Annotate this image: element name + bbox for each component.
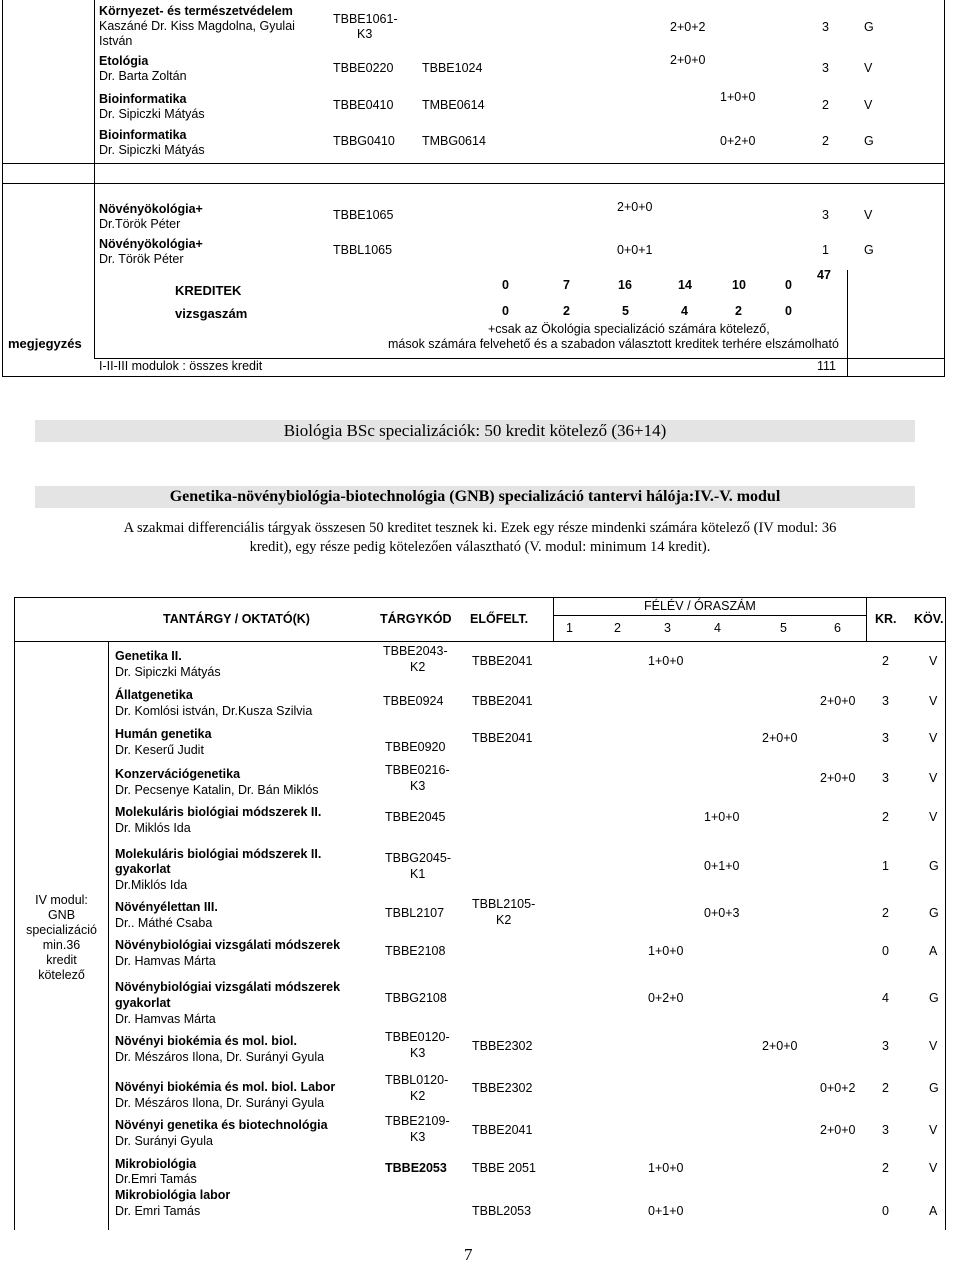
course-exam: V — [864, 61, 873, 75]
course-name: Növényökológia+ — [99, 202, 203, 216]
course-code: TBBE2045 — [385, 810, 446, 824]
course-name: Etológia — [99, 54, 149, 68]
course-prereq: TBBE1024 — [422, 61, 483, 75]
course-name: Humán genetika — [115, 727, 212, 741]
course-hours: 1+0+0 — [704, 810, 740, 824]
course-prereq: TBBE2041 — [472, 694, 533, 708]
kreditek-value: 16 — [618, 278, 632, 292]
course-teacher: István — [99, 34, 133, 48]
course-exam: V — [929, 654, 938, 668]
header-sem-3: 3 — [664, 621, 671, 635]
course-hours: 2+0+0 — [670, 53, 706, 67]
course-exam: G — [929, 859, 939, 873]
vizsgaszam-value: 2 — [735, 304, 742, 318]
course-teacher: Dr. Pecsenye Katalin, Dr. Bán Miklós — [115, 783, 319, 797]
course-exam: A — [929, 944, 938, 958]
header-sem-2: 2 — [614, 621, 621, 635]
header-kov: KÖV. — [914, 612, 944, 626]
course-code: TBBE2053 — [385, 1161, 447, 1175]
course-name: Növényi biokémia és mol. biol. — [115, 1034, 297, 1048]
course-exam: V — [929, 1161, 938, 1175]
course-hours: 0+0+2 — [820, 1081, 856, 1095]
course-hours: 1+0+0 — [648, 1161, 684, 1175]
module-label — [15, 893, 108, 983]
course-teacher: Dr.Török Péter — [99, 217, 181, 231]
course-credit: 3 — [882, 771, 889, 785]
course-credit: 3 — [882, 1039, 889, 1053]
course-code: TBBL2107 — [385, 906, 445, 920]
course-name: gyakorlat — [115, 862, 171, 876]
course-code: K3 — [410, 1046, 426, 1060]
course-teacher: Dr. Surányi Gyula — [115, 1134, 213, 1148]
course-exam: G — [929, 1081, 939, 1095]
module-label-line: IV modul: — [35, 893, 88, 907]
course-code: K1 — [410, 867, 426, 881]
course-hours: 2+0+0 — [820, 1123, 856, 1137]
course-code: TBBE1061- — [333, 12, 398, 26]
course-code: K3 — [357, 27, 373, 41]
section-title: Genetika-növénybiológia-biotechnológia (GNB) specializáció tantervi hálója:IV.-V. modul — [169, 488, 781, 505]
course-prereq: TBBE2302 — [472, 1081, 533, 1095]
course-hours: 2+0+0 — [762, 731, 798, 745]
module-label-line: kredit — [46, 953, 77, 967]
course-credit: 2 — [822, 134, 829, 148]
course-teacher: Dr.Emri Tamás — [115, 1172, 197, 1186]
kreditek-value: 7 — [563, 278, 570, 292]
course-name: Molekuláris biológiai módszerek II. — [115, 805, 322, 819]
course-hours: 2+0+0 — [762, 1039, 798, 1053]
header-sem-1: 1 — [566, 621, 573, 635]
course-teacher: Dr.Miklós Ida — [115, 878, 188, 892]
course-code: TBBG2108 — [385, 991, 447, 1005]
module-label-line: min.36 — [42, 938, 81, 952]
course-credit: 3 — [822, 61, 829, 75]
header-code: TÁRGYKÓD — [380, 612, 452, 626]
module-label-line: specializáció — [26, 923, 97, 937]
course-hours: 2+0+0 — [617, 200, 653, 214]
course-prereq: TMBG0614 — [422, 134, 486, 148]
course-code: TBBE2109- — [385, 1114, 450, 1128]
course-exam: V — [929, 771, 938, 785]
course-teacher: Dr.. Máthé Csaba — [115, 916, 213, 930]
course-code: TBBE0410 — [333, 98, 394, 112]
course-code: TBBG2045- — [385, 851, 452, 865]
course-teacher: Dr. Keserű Judit — [115, 743, 204, 757]
course-name: Bioinformatika — [99, 128, 187, 142]
course-name: Növényökológia+ — [99, 237, 203, 251]
course-name: Mikrobiológia labor — [115, 1188, 231, 1202]
course-teacher: Dr. Sipiczki Mátyás — [99, 143, 205, 157]
course-code: K2 — [410, 660, 426, 674]
course-exam: V — [864, 208, 873, 222]
course-teacher: Dr. Miklós Ida — [115, 821, 191, 835]
course-teacher: Dr. Hamvas Márta — [115, 954, 216, 968]
course-name: Növénybiológiai vizsgálati módszerek — [115, 938, 341, 952]
header-prereq: ELŐFELT. — [470, 612, 529, 626]
course-teacher: Dr. Komlósi istván, Dr.Kusza Szilvia — [115, 704, 313, 718]
course-credit: 2 — [822, 98, 829, 112]
course-teacher: Dr. Mészáros Ilona, Dr. Surányi Gyula — [115, 1050, 325, 1064]
header-sem-5: 5 — [780, 621, 787, 635]
note-line-2: mások számára felvehető és a szabadon választott kreditek terhére elszámolható — [388, 337, 839, 351]
course-credit: 2 — [882, 906, 889, 920]
course-prereq: TBBE2302 — [472, 1039, 533, 1053]
course-hours: 0+1+0 — [704, 859, 740, 873]
course-name: Molekuláris biológiai módszerek II. — [115, 847, 322, 861]
total-value: 111 — [817, 359, 837, 373]
course-exam: V — [929, 1123, 938, 1137]
kreditek-total: 47 — [817, 268, 831, 282]
course-teacher: Dr. Hamvas Márta — [115, 1012, 216, 1026]
course-hours: 1+0+0 — [648, 944, 684, 958]
course-name: Növényélettan III. — [115, 900, 218, 914]
vizsgaszam-value: 4 — [681, 304, 688, 318]
course-hours: 2+0+2 — [670, 20, 706, 34]
course-credit: 1 — [882, 859, 889, 873]
course-name: Környezet- és természetvédelem — [99, 4, 293, 18]
module-label-line: kötelező — [38, 968, 85, 982]
course-teacher: Kaszáné Dr. Kiss Magdolna, Gyulai — [99, 19, 295, 33]
course-code: TBBE0220 — [333, 61, 394, 75]
intro-line-2: kredit), egy része pedig kötelezően választható (V. modul: minimum 14 kredit). — [249, 539, 711, 555]
course-code: TBBE0924 — [383, 694, 444, 708]
course-name: Bioinformatika — [99, 92, 187, 106]
course-credit: 2 — [882, 1161, 889, 1175]
course-exam: V — [929, 694, 938, 708]
course-code: TBBG0410 — [333, 134, 395, 148]
kreditek-value: 0 — [502, 278, 509, 292]
course-code: TBBE0216- — [385, 763, 450, 777]
vizsgaszam-value: 2 — [563, 304, 570, 318]
course-credit: 3 — [882, 731, 889, 745]
course-code: K3 — [410, 779, 426, 793]
course-prereq: TBBE2041 — [472, 731, 533, 745]
vizsgaszam-value: 0 — [785, 304, 792, 318]
course-credit: 0 — [882, 1204, 889, 1218]
course-teacher: Dr. Sipiczki Mátyás — [99, 107, 205, 121]
course-credit: 2 — [882, 810, 889, 824]
megjegyzes-label: megjegyzés — [8, 336, 82, 351]
course-credit: 2 — [882, 1081, 889, 1095]
course-code: TBBE2108 — [385, 944, 446, 958]
header-semester: FÉLÉV / ÓRASZÁM — [644, 599, 756, 613]
course-name: Konzervációgenetika — [115, 767, 241, 781]
course-prereq: TBBL2053 — [472, 1204, 532, 1218]
course-prereq: TBBL2105- — [472, 897, 536, 911]
course-credit: 4 — [882, 991, 889, 1005]
course-exam: G — [864, 243, 874, 257]
course-prereq: TBBE2041 — [472, 1123, 533, 1137]
course-hours: 0+0+1 — [617, 243, 653, 257]
course-prereq: TMBE0614 — [422, 98, 485, 112]
course-code: TBBE0120- — [385, 1030, 450, 1044]
course-exam: G — [864, 20, 874, 34]
course-exam: G — [929, 991, 939, 1005]
page-title: Biológia BSc specializációk: 50 kredit kötelező (36+14) — [283, 421, 667, 440]
course-teacher: Dr. Barta Zoltán — [99, 69, 187, 83]
course-exam: V — [929, 731, 938, 745]
course-hours: 0+2+0 — [648, 991, 684, 1005]
course-name: Növényi genetika és biotechnológia — [115, 1118, 328, 1132]
header-subject: TANTÁRGY / OKTATÓ(K) — [163, 612, 310, 626]
total-label: I-II-III modulok : összes kredit — [99, 359, 263, 373]
vizsgaszam-value: 5 — [622, 304, 629, 318]
course-exam: G — [864, 134, 874, 148]
course-teacher: Dr. Sipiczki Mátyás — [115, 665, 221, 679]
course-teacher: Dr. Mészáros Ilona, Dr. Surányi Gyula — [115, 1096, 325, 1110]
course-exam: V — [864, 98, 873, 112]
course-name: Növényi biokémia és mol. biol. Labor — [115, 1080, 336, 1094]
intro-line-1: A szakmai differenciális tárgyak összesen 50 kreditet tesznek ki. Ezek egy része mindenki számára kötelező (IV modul: 36 — [123, 520, 837, 536]
course-credit: 3 — [822, 208, 829, 222]
course-exam: V — [929, 810, 938, 824]
course-credit: 3 — [822, 20, 829, 34]
kreditek-label: KREDITEK — [175, 283, 242, 298]
course-code: TBBL1065 — [333, 243, 393, 257]
course-credit: 2 — [882, 654, 889, 668]
page-number: 7 — [464, 1245, 473, 1264]
course-exam: A — [929, 1204, 938, 1218]
course-exam: V — [929, 1039, 938, 1053]
course-hours: 0+1+0 — [648, 1204, 684, 1218]
course-code: TBBL0120- — [385, 1073, 449, 1087]
course-hours: 2+0+0 — [820, 694, 856, 708]
course-exam: G — [929, 906, 939, 920]
course-prereq: TBBE2041 — [472, 654, 533, 668]
course-name: Növénybiológiai vizsgálati módszerek — [115, 980, 341, 994]
course-code: TBBE2043- — [383, 644, 448, 658]
course-name: Állatgenetika — [115, 688, 193, 702]
course-credit: 0 — [882, 944, 889, 958]
header-kr: KR. — [875, 612, 897, 626]
vizsgaszam-value: 0 — [502, 304, 509, 318]
course-teacher: Dr. Emri Tamás — [115, 1204, 201, 1218]
note-line-1: +csak az Ökológia specializáció számára kötelező, — [488, 322, 770, 336]
kreditek-value: 10 — [732, 278, 746, 292]
course-code: TBBE0920 — [385, 740, 446, 754]
course-credit: 1 — [822, 243, 829, 257]
course-hours: 0+2+0 — [720, 134, 756, 148]
module-label-line: GNB — [47, 908, 76, 922]
vizsgaszam-label: vizsgaszám — [175, 306, 248, 321]
course-credit: 3 — [882, 694, 889, 708]
course-name: Genetika II. — [115, 649, 182, 663]
course-credit: 3 — [882, 1123, 889, 1137]
course-code: K2 — [410, 1089, 426, 1103]
course-prereq: K2 — [496, 913, 512, 927]
course-hours: 2+0+0 — [820, 771, 856, 785]
course-hours: 1+0+0 — [648, 654, 684, 668]
course-name: gyakorlat — [115, 996, 171, 1010]
kreditek-value: 0 — [785, 278, 792, 292]
kreditek-value: 14 — [678, 278, 692, 292]
header-sem-4: 4 — [714, 621, 721, 635]
course-hours: 0+0+3 — [704, 906, 740, 920]
course-teacher: Dr. Török Péter — [99, 252, 184, 266]
course-code: TBBE1065 — [333, 208, 394, 222]
course-code: K3 — [410, 1130, 426, 1144]
course-prereq: TBBE 2051 — [472, 1161, 536, 1175]
header-sem-6: 6 — [834, 621, 841, 635]
course-hours: 1+0+0 — [720, 90, 756, 104]
course-name: Mikrobiológia — [115, 1157, 197, 1171]
